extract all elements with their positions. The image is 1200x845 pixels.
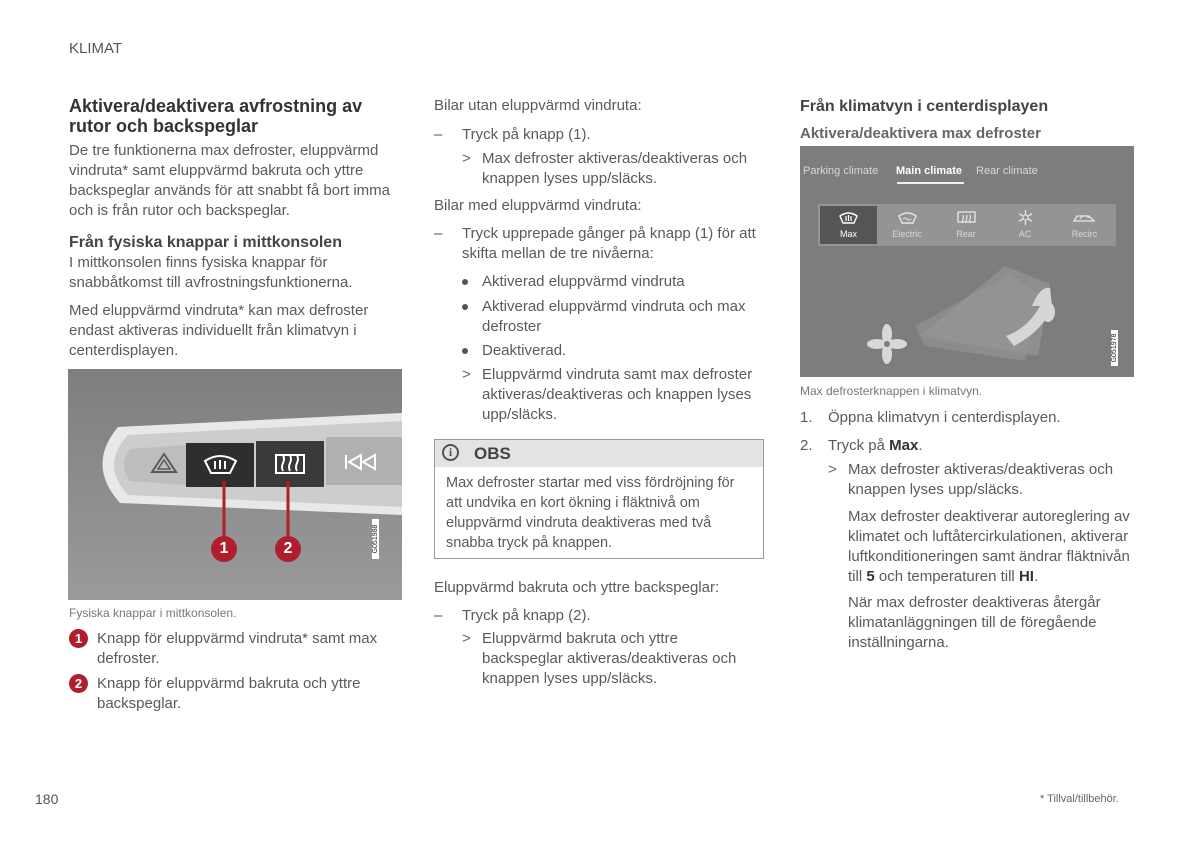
bullet-item-3 [462, 341, 762, 361]
fan-level-value: 5 [866, 568, 875, 585]
figure-code: G051988 [372, 519, 379, 559]
result-marker: > [828, 461, 837, 478]
bullet-text: Aktiverad eluppvärmd vindruta [482, 273, 685, 290]
result-step-2 [828, 460, 1128, 500]
bullet-text: Aktiverad eluppvärmd vindruta och max defroster [482, 298, 746, 335]
rear-button-label: Rear [956, 229, 976, 239]
result-marker: > [462, 366, 471, 383]
step-number-1: 1. [800, 409, 813, 426]
callout-1: 1 [219, 540, 229, 557]
result-3 [462, 629, 762, 689]
intro-paragraph: De tre funktionerna max defroster, eluppvärmd vindruta* samt eluppvärmd bakruta och yttre backspeglar används för att snabbt få bort imma och is från rutor och backspeglar. [69, 142, 391, 219]
result-text: Eluppvärmd bakruta och yttre backspeglar aktiveras/deaktiveras och knappen lyses upp/släcks. [482, 630, 737, 687]
hazard-button [124, 445, 186, 485]
max-label-bold: Max [889, 437, 919, 454]
dash-marker: – [434, 225, 443, 242]
step-2-post: . [918, 437, 923, 454]
page-number: 180 [35, 791, 59, 807]
obs-note-box [434, 439, 764, 559]
bullet-dot [462, 304, 468, 310]
electric-button-label: Electric [892, 229, 922, 239]
result-text: Max defroster aktiveras/deaktiveras och knappen lyses upp/släcks. [848, 461, 1114, 498]
section-title: Aktivera/deaktivera avfrostning av rutor och backspeglar [69, 96, 363, 136]
step-1 [800, 408, 1140, 428]
fan-icon [867, 324, 907, 364]
obs-title: OBS [474, 444, 511, 463]
sub-heading-physical-buttons: Från fysiska knappar i mittkonsolen [69, 234, 342, 251]
label-with-heated-windscreen: Bilar med eluppvärmd vindruta: [434, 197, 642, 214]
dash-marker: – [434, 126, 443, 143]
climate-screen-figure [800, 146, 1134, 377]
result-text: Eluppvärmd vindruta samt max defroster aktiveras/deaktiveras och knappen lyses upp/släcks. [482, 366, 753, 423]
figure-caption: Fysiska knappar i mittkonsolen. [69, 606, 237, 620]
obs-header [435, 440, 763, 467]
label-without-heated-windscreen: Bilar utan eluppvärmd vindruta: [434, 97, 642, 114]
bullet-text: Deaktiverad. [482, 342, 567, 359]
step-text: Tryck upprepade gånger på knapp (1) för att skifta mellan de tre nivåerna: [462, 225, 756, 262]
note-max-defroster-effects [848, 507, 1136, 587]
result-marker: > [462, 150, 471, 167]
sub-heading-max-defroster: Aktivera/deaktivera max defroster [800, 125, 1041, 142]
bullet-item-2 [462, 297, 762, 337]
note-deactivation: När max defroster deaktiveras återgår klimatanläggningen till de föregående inställningarna. [848, 594, 1101, 651]
legend-item-2 [69, 674, 399, 714]
step-text: Tryck på knapp (1). [462, 126, 591, 143]
step-2-text [828, 436, 1140, 456]
step-text: Tryck på knapp (2). [462, 607, 591, 624]
result-2 [462, 365, 762, 425]
label-rear-window: Eluppvärmd bakruta och yttre backspeglar: [434, 579, 720, 596]
step-2 [800, 436, 1140, 456]
tab-rear-climate[interactable]: Rear climate [976, 165, 1038, 177]
note1-text: Max defroster deaktiverar autoreglering av klimatet och luftåtercirkulationen, aktiverar luftkonditioneringen samt ändrar fläktnivån till [848, 508, 1130, 585]
note1-text-2: och temperaturen till [874, 568, 1019, 585]
result-marker: > [462, 630, 471, 647]
step-press-button-1 [434, 125, 766, 145]
paragraph-physical-buttons: I mittkonsolen finns fysiska knappar för snabbåtkomst till avfrostningsfunktionerna. [69, 254, 353, 291]
max-button-label: Max [839, 229, 857, 239]
paragraph-heated-windscreen: Med eluppvärmd vindruta* kan max defroster endast aktiveras individuellt från klimatvyn i centerdisplayen. [69, 302, 369, 359]
temperature-value: HI [1018, 568, 1034, 585]
bullet-item-1 [462, 272, 762, 292]
legend-text-1: Knapp för eluppvärmd vindruta* samt max defroster. [97, 630, 378, 667]
screen-figure-caption: Max defrosterknappen i klimatvyn. [800, 384, 983, 398]
recirc-button-label: Recirc [1071, 229, 1098, 239]
section-header: KLIMAT [69, 40, 123, 57]
step-2-pre: Tryck på [828, 437, 890, 454]
climate-airflow-graphic [800, 146, 1134, 377]
info-icon: i [442, 444, 459, 461]
step-1-text: Öppna klimatvyn i centerdisplayen. [828, 409, 1061, 426]
callout-2: 2 [283, 540, 293, 557]
note1-end: . [1033, 568, 1039, 585]
screen-figure-code: G051978 [1111, 330, 1118, 366]
tab-main-climate[interactable]: Main climate [896, 165, 963, 177]
step-press-button-2 [434, 606, 766, 626]
tab-parking-climate[interactable]: Parking climate [803, 165, 879, 177]
result-text: Max defroster aktiveras/deaktiveras och knappen lyses upp/släcks. [482, 150, 748, 187]
console-buttons-figure [68, 369, 402, 600]
legend-number-2: 2 [69, 674, 88, 693]
footnote: * Tillval/tillbehör. [1040, 793, 1119, 805]
heading-climate-view: Från klimatvyn i centerdisplayen [800, 98, 1049, 115]
step-number-2: 2. [800, 437, 813, 454]
legend-item-1 [69, 629, 399, 669]
step-press-repeatedly [434, 224, 766, 264]
ac-button-label: AC [1018, 229, 1032, 239]
result-1 [462, 149, 762, 189]
dash-marker: – [434, 607, 443, 624]
bullet-dot [462, 348, 468, 354]
obs-text: Max defroster startar med viss fördröjning för att undvika en kort ökning i fläktnivå om eluppvärmd vindruta deaktiveras med två snabba tryck på knappen. [446, 475, 735, 551]
legend-number-1: 1 [69, 629, 88, 648]
bullet-dot [462, 279, 468, 285]
legend-text-2: Knapp för eluppvärmd bakruta och yttre backspeglar. [97, 675, 361, 712]
